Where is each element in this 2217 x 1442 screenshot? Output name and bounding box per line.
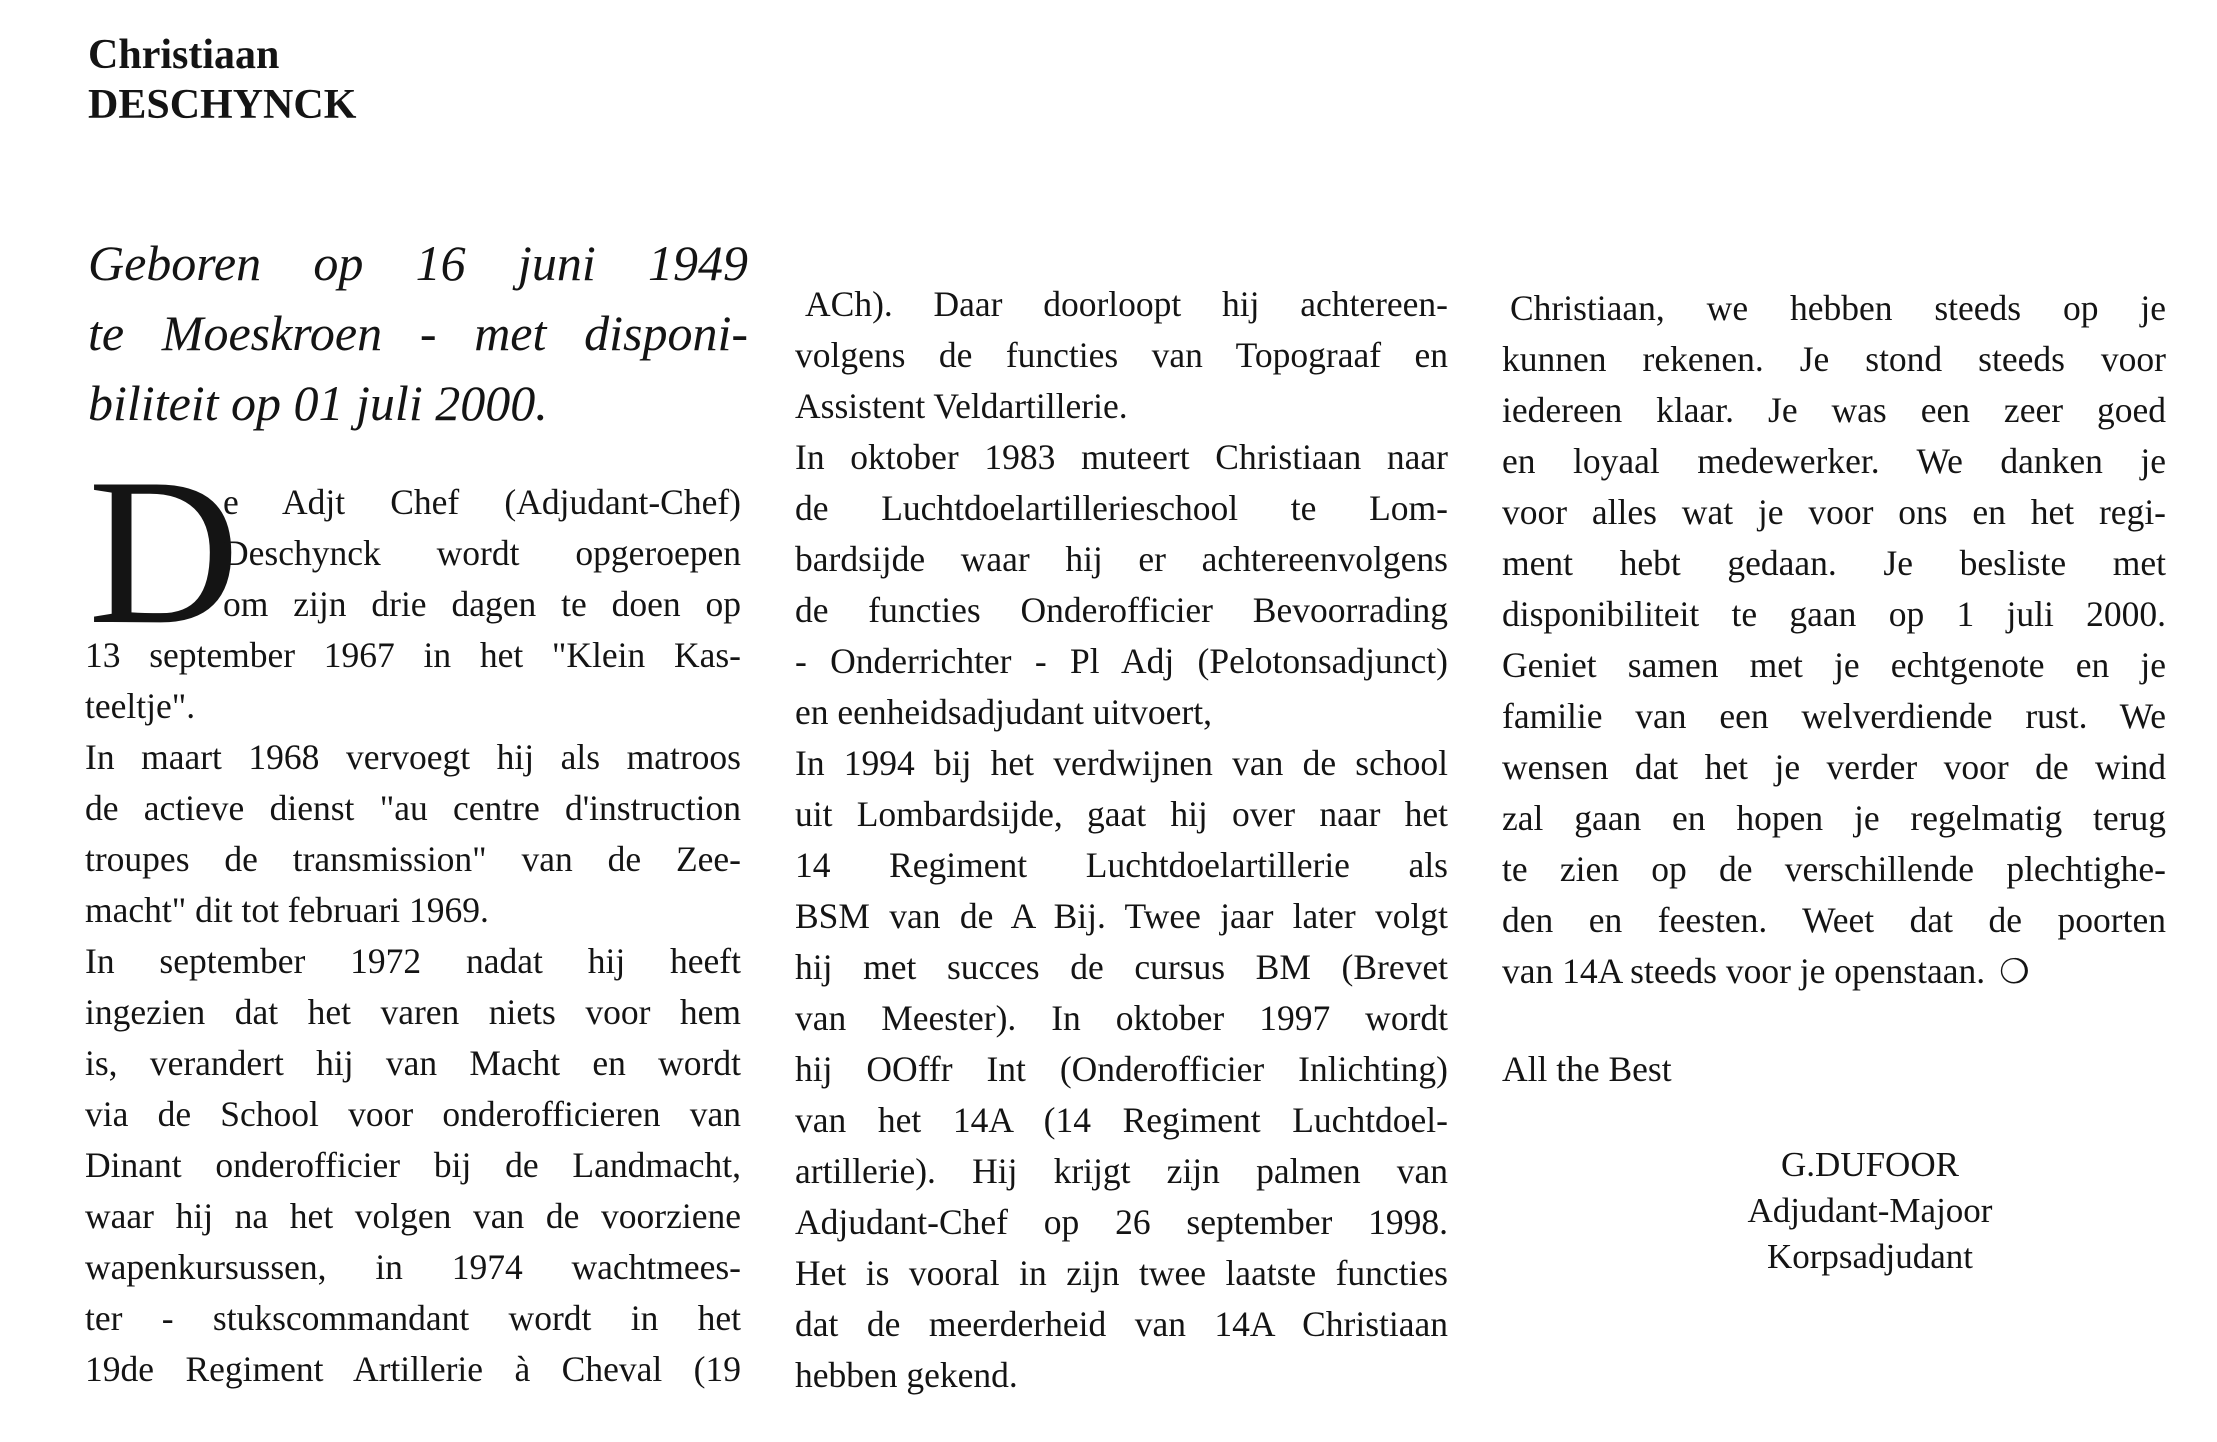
text-line: wensen dat het je verder voor de wind <box>1502 747 2166 787</box>
text-line: - Onderrichter - Pl Adj (Pelotonsadjunct) <box>795 641 1448 681</box>
text-line: dat de meerderheid van 14A Christiaan <box>795 1304 1448 1344</box>
text-line: Het is vooral in zijn twee laatste functies <box>795 1253 1448 1293</box>
text-line: den en feesten. Weet dat de poorten <box>1502 900 2166 940</box>
text-line: artillerie). Hij krijgt zijn palmen van <box>795 1151 1448 1191</box>
text-line: en loyaal medewerker. We danken je <box>1502 441 2166 481</box>
text-line: waar hij na het volgen van de voorziene <box>85 1196 741 1236</box>
text-line: is, verandert hij van Macht en wordt <box>85 1043 741 1083</box>
text-line: Dinant onderofficier bij de Landmacht, <box>85 1145 741 1185</box>
text-line: van Meester). In oktober 1997 wordt <box>795 998 1448 1038</box>
text-line: voor alles wat je voor ons en het regi- <box>1502 492 2166 532</box>
text-line: de Luchtdoelartillerieschool te Lom- <box>795 488 1448 528</box>
text-line: teeltje". <box>85 686 196 726</box>
text-line: zal gaan en hopen je regelmatig terug <box>1502 798 2166 838</box>
text-line: BSM van de A Bij. Twee jaar later volgt <box>795 896 1448 936</box>
subtitle <box>88 228 748 438</box>
end-of-article-mark-icon: ❍ <box>1999 954 2030 991</box>
header <box>88 30 356 130</box>
text-line: In 1994 bij het verdwijnen van de school <box>795 743 1448 783</box>
text-line: kunnen rekenen. Je stond steeds voor <box>1502 339 2166 379</box>
signature-role: Korpsadjudant <box>1766 1237 1974 1276</box>
subtitle-line: te Moeskroen - met disponi- <box>88 305 748 361</box>
text-line <box>1502 951 2030 991</box>
text-line: Assistent Veldartillerie. <box>795 386 1128 426</box>
text-line: ment hebt gedaan. Je besliste met <box>1502 543 2166 583</box>
text-line: om zijn drie dagen te doen op <box>223 584 741 624</box>
text-line-content: van 14A steeds voor je openstaan. <box>1502 951 1986 991</box>
text-line: van het 14A (14 Regiment Luchtdoel- <box>795 1100 1448 1140</box>
closing-line: All the Best <box>1502 1049 1672 1089</box>
text-line: iedereen klaar. Je was een zeer goed <box>1502 390 2166 430</box>
text-line: via de School voor onderofficieren van <box>85 1094 741 1134</box>
text-line: macht" dit tot februari 1969. <box>85 890 489 930</box>
text-line: bardsijde waar hij er achtereenvolgens <box>795 539 1448 579</box>
text-line: Geniet samen met je echtgenote en je <box>1502 645 2166 685</box>
text-line: hij met succes de cursus BM (Brevet <box>795 947 1448 987</box>
text-line: 14 Regiment Luchtdoelartillerie als <box>795 845 1448 885</box>
text-line: hij OOffr Int (Onderofficier Inlichting) <box>795 1049 1448 1089</box>
text-line: Christiaan, we hebben steeds op je <box>1510 288 2166 328</box>
first-name: Christiaan <box>88 32 280 78</box>
signature-rank: Adjudant-Majoor <box>1747 1191 1993 1230</box>
subtitle-line: Geboren op 16 juni 1949 <box>88 235 748 291</box>
text-line: Adjudant-Chef op 26 september 1998. <box>795 1202 1448 1242</box>
text-line: volgens de functies van Topograaf en <box>795 335 1448 375</box>
text-line: troupes de transmission" van de Zee- <box>85 839 741 879</box>
text-line: In maart 1968 vervoegt hij als matroos <box>85 737 741 777</box>
text-line: te zien op de verschillende plechtighe- <box>1502 849 2166 889</box>
text-line: de functies Onderofficier Bevoorrading <box>795 590 1448 630</box>
text-line: en eenheidsadjudant uitvoert, <box>795 692 1212 732</box>
text-line: wapenkursussen, in 1974 wachtmees- <box>85 1247 741 1287</box>
text-line: In oktober 1983 muteert Christiaan naar <box>795 437 1448 477</box>
last-name: DESCHYNCK <box>88 82 357 128</box>
text-line: uit Lombardsijde, gaat hij over naar het <box>795 794 1448 834</box>
text-line: 13 september 1967 in het "Klein Kas- <box>85 635 741 675</box>
text-line: ter - stukscommandant wordt in het <box>85 1298 741 1338</box>
text-line: ingezien dat het varen niets voor hem <box>85 992 741 1032</box>
text-line: 19de Regiment Artillerie à Cheval (19 <box>85 1349 741 1389</box>
text-line: ACh). Daar doorloopt hij achtereen- <box>805 284 1448 324</box>
signature-name: G.DUFOOR <box>1781 1145 1959 1184</box>
text-line: e Adjt Chef (Adjudant-Chef) <box>223 482 741 522</box>
text-line: In september 1972 nadat hij heeft <box>85 941 741 981</box>
text-line: disponibiliteit te gaan op 1 juli 2000. <box>1502 594 2166 634</box>
text-line: Deschynck wordt opgeroepen <box>223 533 741 573</box>
text-line: de actieve dienst "au centre d'instruction <box>85 788 741 828</box>
drop-cap: D <box>88 436 240 668</box>
text-line: hebben gekend. <box>795 1355 1018 1395</box>
subtitle-line: biliteit op 01 juli 2000. <box>88 375 548 431</box>
text-line: familie van een welverdiende rust. We <box>1502 696 2166 736</box>
